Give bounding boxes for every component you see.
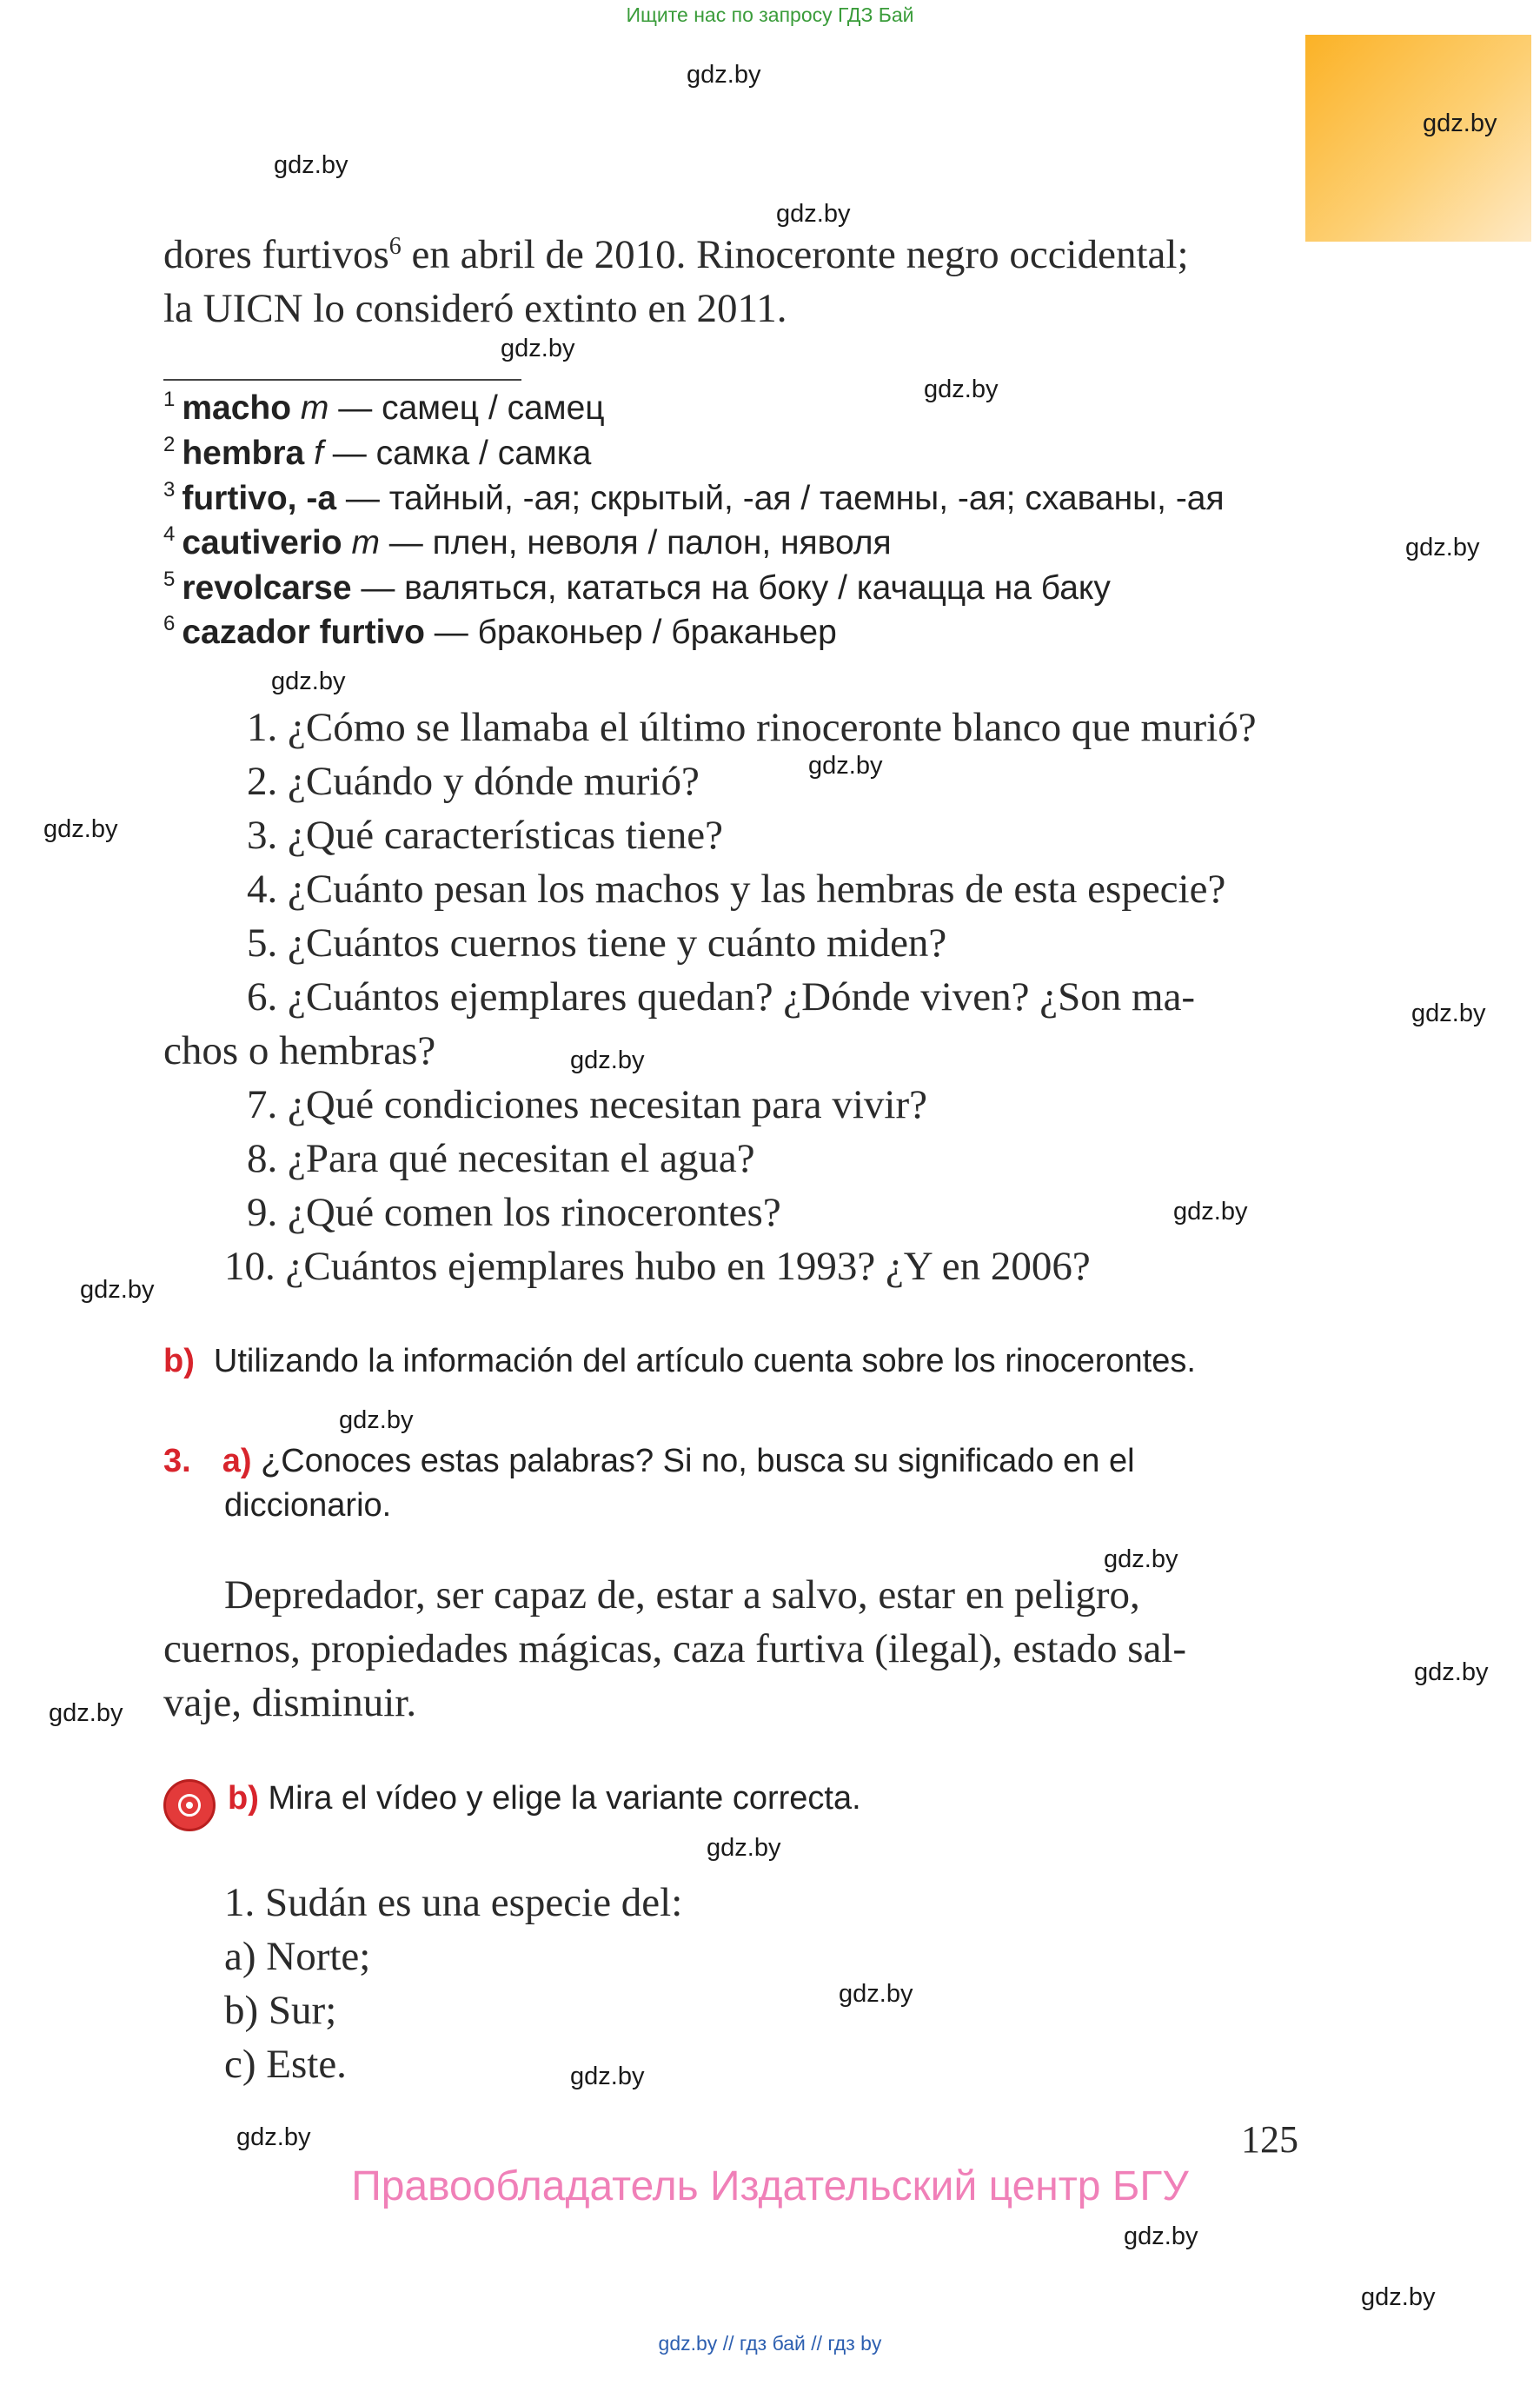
- page-number: 125: [1241, 2118, 1298, 2161]
- vocab-line-1: Depredador, ser capaz de, estar a salvo, estar en peligro,: [224, 1572, 1140, 1618]
- watermark: gdz.by: [570, 1046, 645, 1074]
- watermark: gdz.by: [808, 752, 883, 780]
- question-3: 3. ¿Qué características tiene?: [247, 813, 724, 858]
- question-4: 4. ¿Cuánto pesan los machos y las hembras de esta especie?: [247, 867, 1226, 912]
- watermark: gdz.by: [49, 1699, 123, 1727]
- question-8: 8. ¿Para qué necesitan el agua?: [247, 1136, 755, 1181]
- watermark: gdz.by: [1124, 2222, 1198, 2250]
- task-3b: b) Mira el vídeo y elige la variante correcta.: [228, 1780, 861, 1817]
- watermark: gdz.by: [236, 2123, 311, 2151]
- watermark: gdz.by: [1173, 1198, 1248, 1226]
- watermark: gdz.by: [1361, 2283, 1436, 2311]
- footnote-2: $^2$ hembra f — самка / самка: [163, 433, 592, 472]
- watermark: gdz.by: [1411, 1000, 1486, 1027]
- footnote-ref: 6: [388, 233, 402, 260]
- watermark: gdz.by: [271, 668, 346, 695]
- top-banner[interactable]: Ищите нас по запросу ГДЗ Бай: [626, 3, 914, 26]
- vocab-line-3: vaje, disminuir.: [163, 1680, 417, 1725]
- footer-links[interactable]: gdz.by // гдз бай // гдз by: [658, 2332, 882, 2355]
- question-6: 6. ¿Cuántos ejemplares quedan? ¿Dónde viven? ¿Son ma-: [247, 974, 1196, 1020]
- intro-line-1: dores furtivos$^6$ en abril de 2010. Rinoceronte negro occidental;: [163, 232, 1189, 277]
- watermark: gdz.by: [570, 2063, 645, 2090]
- footnote-4: $^4$ cautiverio m — плен, неволя / палон, няволя: [163, 522, 892, 561]
- question-7: 7. ¿Qué condiciones necesitan para vivir?: [247, 1082, 928, 1127]
- vocab-line-2: cuernos, propiedades mágicas, caza furtiva (ilegal), estado sal-: [163, 1626, 1187, 1671]
- intro-line-2: la UICN lo consideró extinto en 2011.: [163, 286, 787, 331]
- footnote-3: $^3$ furtivo, -a — тайный, -ая; скрытый, -ая / таемны, -ая; схаваны, -ая: [163, 478, 1225, 517]
- watermark: gdz.by: [776, 200, 851, 228]
- watermark: gdz.by: [1405, 534, 1480, 561]
- task-2b-label: b): [163, 1343, 195, 1379]
- task-3a: 3. a) ¿Conoces estas palabras? Si no, busca su significado en el: [163, 1443, 1135, 1479]
- watermark: gdz.by: [501, 335, 575, 362]
- watermark: gdz.by: [839, 1980, 913, 2008]
- watermark: gdz.by: [687, 61, 761, 89]
- copyright-notice: Правообладатель Издательский центр БГУ: [351, 2163, 1189, 2209]
- video-question-stem: 1. Sudán es una especie del:: [224, 1880, 683, 1925]
- question-6-continued: chos o hembras?: [163, 1028, 436, 1073]
- video-option-b: b) Sur;: [224, 1988, 337, 2033]
- task-3a-label: a): [222, 1443, 252, 1479]
- watermark: gdz.by: [80, 1276, 155, 1304]
- question-5: 5. ¿Cuántos cuernos tiene y cuánto miden?: [247, 920, 947, 966]
- question-2: 2. ¿Cuándo y dónde murió?: [247, 759, 700, 804]
- footnote-1: $^1$ macho m — самец / самец: [163, 388, 605, 427]
- task-3b-label: b): [228, 1780, 259, 1817]
- footnote-divider: [163, 379, 521, 381]
- footnote-5: $^5$ revolcarse — валяться, кататься на боку / качацца на баку: [163, 568, 1111, 607]
- watermark: gdz.by: [1414, 1658, 1489, 1686]
- task-3-number: 3.: [163, 1443, 191, 1479]
- footnote-6: $^6$ cazador furtivo — браконьер / браканьер: [163, 612, 837, 651]
- question-1: 1. ¿Cómo se llamaba el último rinoceronte blanco que murió?: [247, 705, 1257, 750]
- watermark: gdz.by: [707, 1834, 781, 1862]
- watermark: gdz.by: [339, 1406, 414, 1434]
- watermark: gdz.by: [1104, 1545, 1178, 1573]
- watermark: gdz.by: [43, 815, 118, 843]
- video-option-a: a) Norte;: [224, 1934, 371, 1979]
- question-10: 10. ¿Cuántos ejemplares hubo en 1993? ¿Y en 2006?: [224, 1244, 1091, 1289]
- task-2b: b) Utilizando la información del artículo cuenta sobre los rinocerontes.: [163, 1343, 1196, 1379]
- video-disc-icon[interactable]: [163, 1779, 216, 1831]
- watermark: gdz.by: [274, 151, 348, 179]
- task-3a-continued: diccionario.: [224, 1487, 392, 1524]
- question-9: 9. ¿Qué comen los rinocerontes?: [247, 1190, 781, 1235]
- watermark: gdz.by: [1423, 110, 1497, 137]
- watermark: gdz.by: [924, 375, 999, 403]
- corner-color-tab: [1305, 35, 1531, 242]
- video-option-c: c) Este.: [224, 2042, 347, 2087]
